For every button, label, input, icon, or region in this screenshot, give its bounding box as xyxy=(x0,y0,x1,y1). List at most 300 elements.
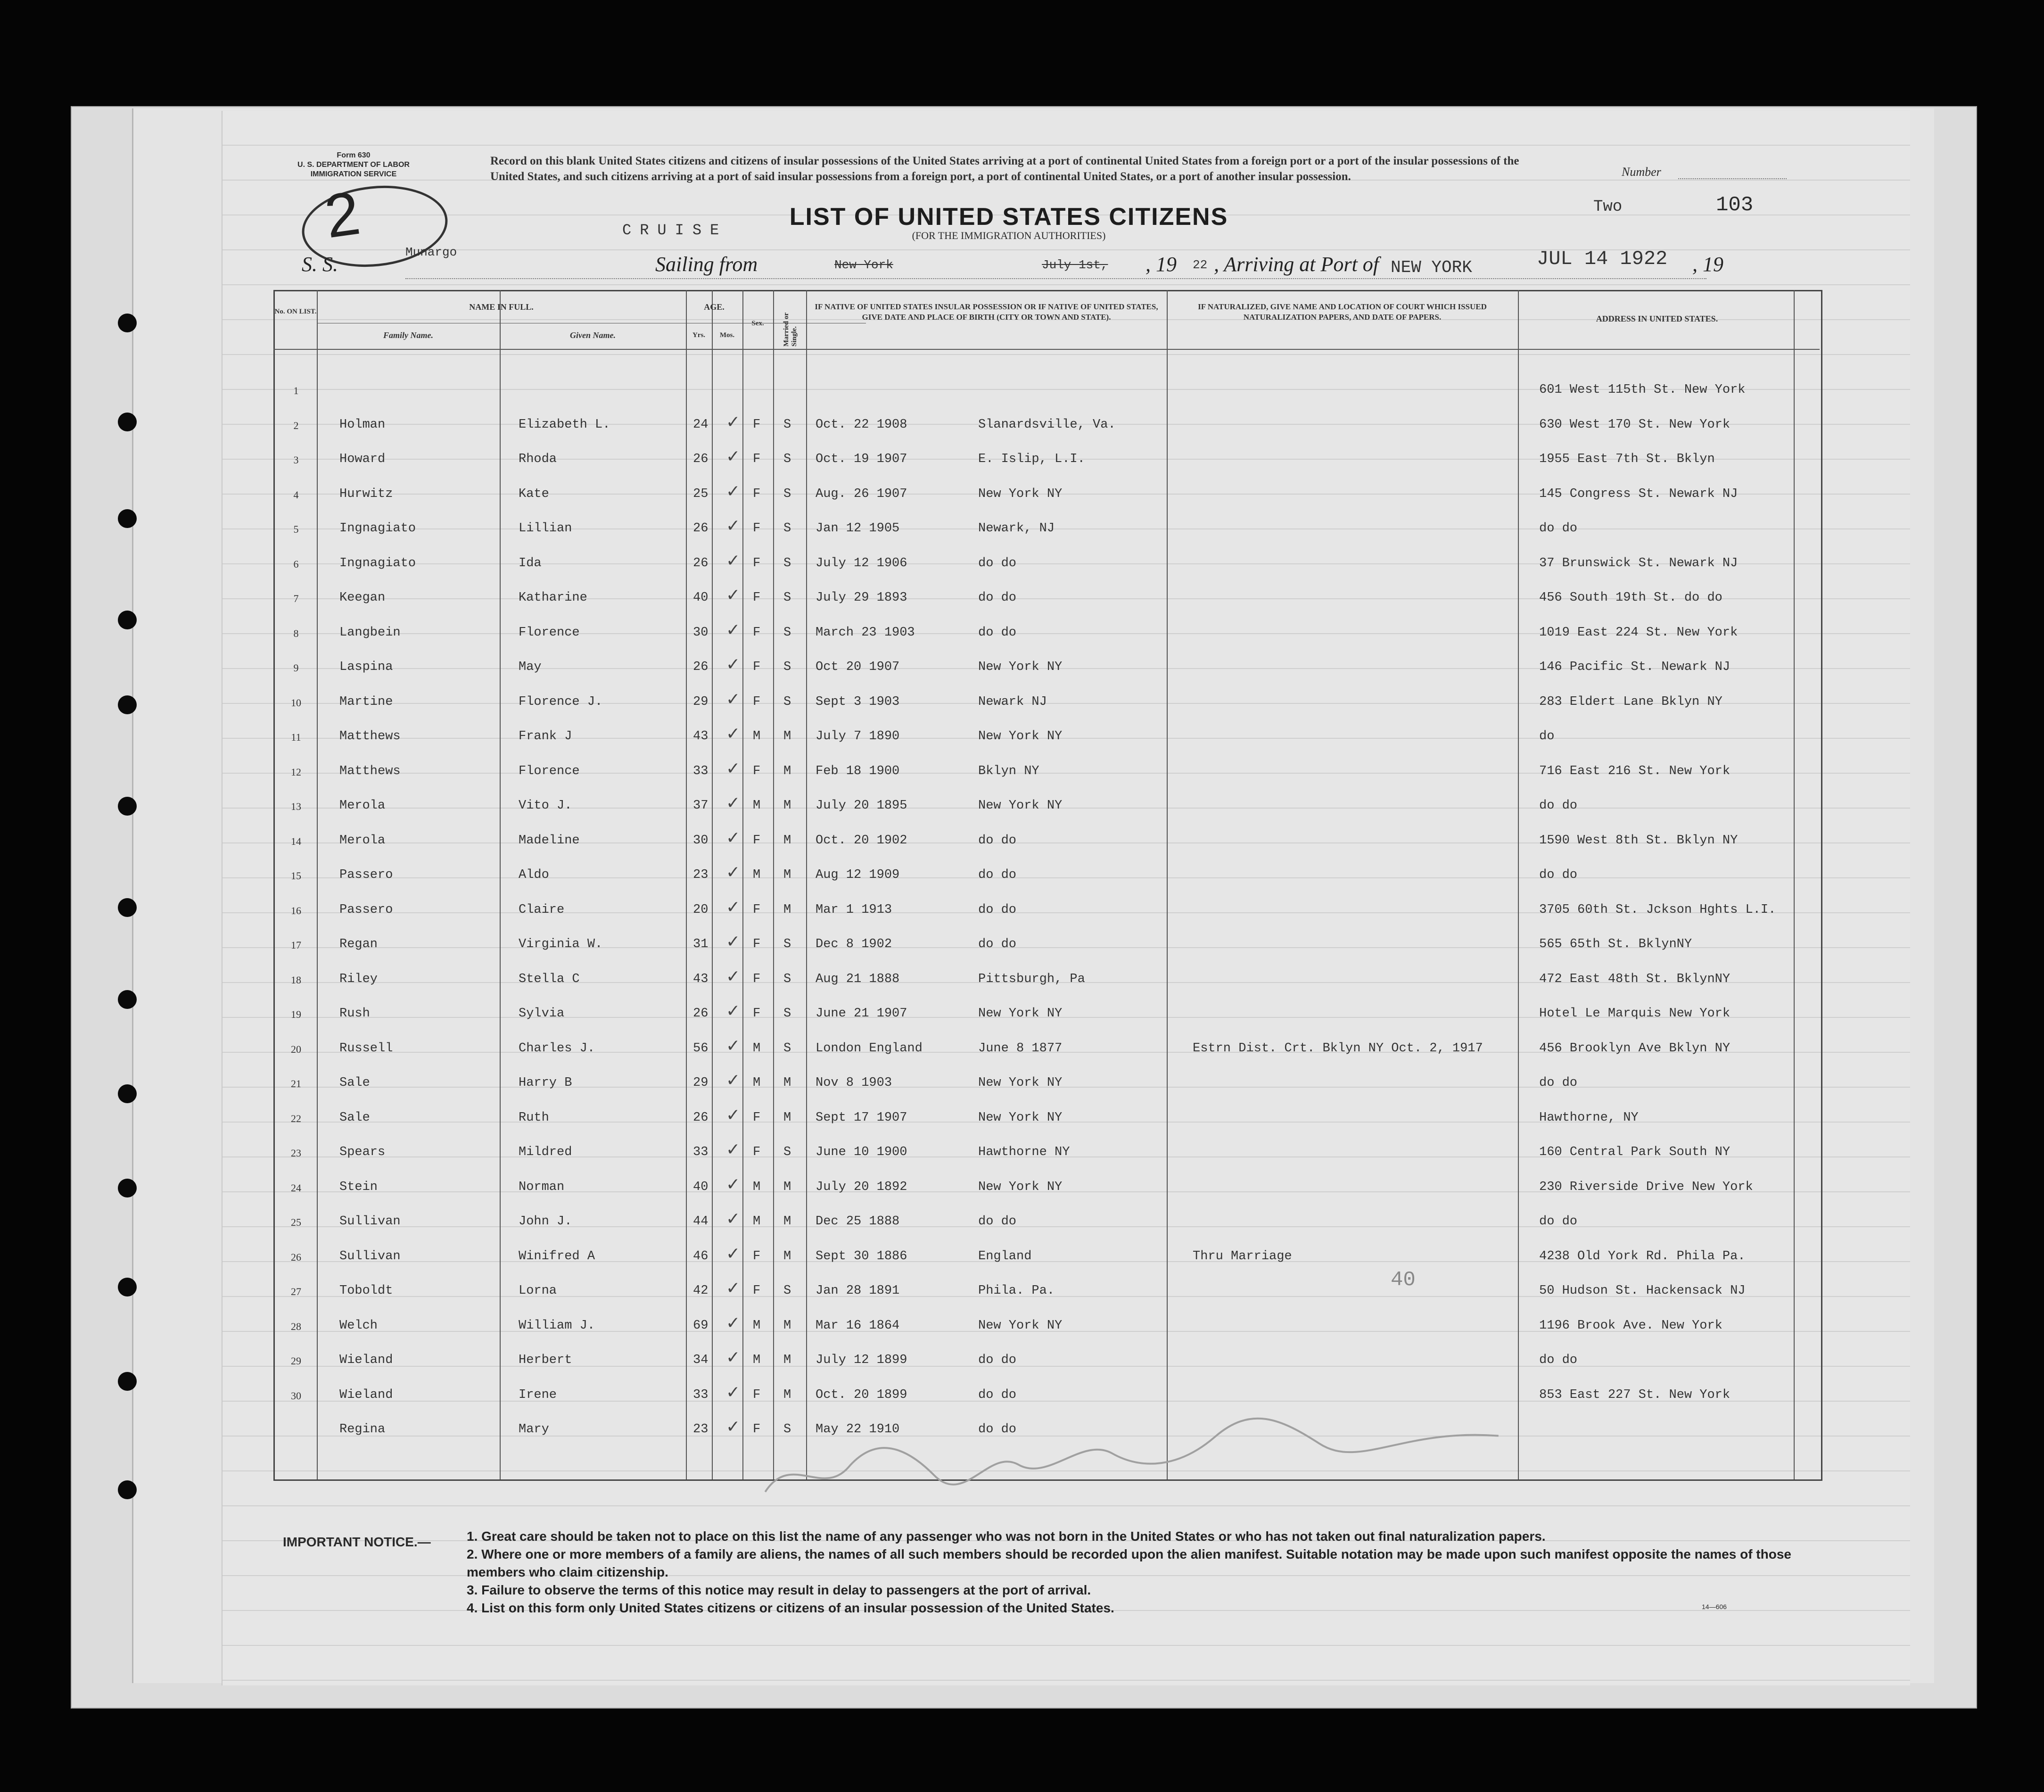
birth-place-cell: do do xyxy=(978,937,1017,951)
address-cell: 472 East 48th St. BklynNY xyxy=(1539,972,1731,986)
given-name-cell: Kate xyxy=(519,487,549,501)
naturalization-cell: Estrn Dist. Crt. Bklyn NY Oct. 2, 1917 xyxy=(1193,1041,1483,1056)
check-mark-icon: ✓ xyxy=(726,620,741,639)
marital-status-cell: S xyxy=(783,972,791,986)
sex-cell: F xyxy=(753,972,761,986)
marital-status-cell: M xyxy=(783,1110,791,1125)
check-mark-icon: ✓ xyxy=(726,1140,741,1159)
age-cell: 26 xyxy=(693,1007,709,1021)
punch-hole xyxy=(118,509,137,528)
check-mark-icon: ✓ xyxy=(726,1001,741,1020)
row-number-cell: 3 xyxy=(293,454,299,466)
notice-item: 4. List on this form only United States citizens or citizens of an insular possession of the United States. xyxy=(467,1601,1114,1615)
punch-hole xyxy=(118,413,137,431)
sex-cell: F xyxy=(753,521,761,536)
given-name-cell: Mary xyxy=(519,1422,549,1437)
address-cell: do do xyxy=(1539,521,1578,536)
birth-date-cell: Aug 12 1909 xyxy=(816,868,900,882)
family-name-cell: Langbein xyxy=(339,625,401,640)
sex-cell: F xyxy=(753,1422,761,1437)
number-label: Number xyxy=(1622,165,1661,179)
notice-item: 3. Failure to observe the terms of this notice may result in delay to passengers at the port of arrival. xyxy=(467,1583,1091,1597)
punch-hole xyxy=(118,990,137,1009)
instructions: Record on this blank United States citizens and citizens of insular possessions of the United States arriving at a port of continental United States from a foreign port or a port of the insular possessions of the United States, and such citizens arriving at a port of said insular possessions from a foreign port, a port of continental United States, or a port of another insular possession. xyxy=(490,155,1519,183)
birth-date-cell: Jan 12 1905 xyxy=(816,521,900,536)
marital-status-cell: S xyxy=(783,937,791,951)
family-name-cell: Regan xyxy=(339,937,378,951)
marital-status-cell: M xyxy=(783,764,791,778)
row-number-cell: 11 xyxy=(291,731,301,743)
punch-hole xyxy=(118,898,137,917)
sex-cell: F xyxy=(753,1249,761,1263)
given-name-cell: John J. xyxy=(519,1214,572,1229)
age-cell: 43 xyxy=(693,972,709,986)
family-name-cell: Passero xyxy=(339,868,393,882)
col-divider xyxy=(1167,290,1168,1479)
birth-date-cell: Aug. 26 1907 xyxy=(816,487,907,501)
age-cell: 20 xyxy=(693,902,709,917)
row-number-cell: 24 xyxy=(291,1181,301,1194)
address-cell: do xyxy=(1539,729,1555,743)
marital-status-cell: S xyxy=(783,1145,791,1159)
marital-status-cell: M xyxy=(783,1180,791,1194)
marital-status-cell: M xyxy=(783,868,791,882)
year-prefix: , 19 xyxy=(1146,253,1177,276)
sex-cell: F xyxy=(753,625,761,640)
birth-date-cell: May 22 1910 xyxy=(816,1422,900,1437)
given-name-cell: Katharine xyxy=(519,591,587,605)
row-number-cell: 29 xyxy=(291,1355,301,1367)
address-cell: 146 Pacific St. Newark NJ xyxy=(1539,660,1731,674)
given-name-cell: Ida xyxy=(519,556,542,570)
sex-cell: F xyxy=(753,1284,761,1298)
birth-place-cell: Newark NJ xyxy=(978,694,1047,709)
marital-status-cell: M xyxy=(783,799,791,813)
birth-place-cell: England xyxy=(978,1249,1032,1263)
sex-cell: M xyxy=(753,1353,761,1367)
check-mark-icon: ✓ xyxy=(726,724,741,743)
address-cell: 50 Hudson St. Hackensack NJ xyxy=(1539,1284,1746,1298)
check-mark-icon: ✓ xyxy=(726,551,741,570)
sex-cell: M xyxy=(753,1214,761,1229)
family-name-cell: Wieland xyxy=(339,1353,393,1367)
given-name-cell: Florence xyxy=(519,625,580,640)
family-name-cell: Toboldt xyxy=(339,1284,393,1298)
family-name-cell: Sale xyxy=(339,1076,370,1090)
birth-date-cell: Dec 25 1888 xyxy=(816,1214,900,1229)
punch-hole xyxy=(118,1480,137,1499)
birth-date-cell: Feb 18 1900 xyxy=(816,764,900,778)
given-name-cell: Norman xyxy=(519,1180,565,1194)
age-cell: 42 xyxy=(693,1284,709,1298)
age-cell: 31 xyxy=(693,937,709,951)
page-subtitle: (FOR THE IMMIGRATION AUTHORITIES) xyxy=(912,230,1106,241)
given-name-cell: Mildred xyxy=(519,1145,572,1159)
family-name-cell: Riley xyxy=(339,972,378,986)
family-name-cell: Martine xyxy=(339,694,393,709)
naturalization-cell: Thru Marriage xyxy=(1193,1249,1292,1263)
address-cell: 230 Riverside Drive New York xyxy=(1539,1180,1753,1194)
check-mark-icon: ✓ xyxy=(726,689,741,709)
sex-cell: F xyxy=(753,591,761,605)
family-name-cell: Ingnagiato xyxy=(339,556,416,570)
address-cell: 630 West 170 St. New York xyxy=(1539,417,1731,432)
check-mark-icon: ✓ xyxy=(726,412,741,431)
check-mark-icon: ✓ xyxy=(726,863,741,882)
birth-place-cell: New York NY xyxy=(978,1180,1063,1194)
handwritten-sheet-number: 2 xyxy=(321,178,364,251)
check-mark-icon: ✓ xyxy=(726,1313,741,1332)
family-name-cell: Russell xyxy=(339,1041,393,1056)
department: U. S. DEPARTMENT OF LABOR xyxy=(297,161,410,169)
birth-date-cell: Nov 8 1903 xyxy=(816,1076,892,1090)
birth-place-cell: do do xyxy=(978,1353,1017,1367)
address-cell: 37 Brunswick St. Newark NJ xyxy=(1539,556,1738,570)
address-cell: 456 South 19th St. do do xyxy=(1539,591,1723,605)
birth-place-cell: Phila. Pa. xyxy=(978,1284,1055,1298)
address-cell: 853 East 227 St. New York xyxy=(1539,1387,1731,1402)
marital-status-cell: M xyxy=(783,1076,791,1090)
marital-status-cell: M xyxy=(783,833,791,848)
page-title: LIST OF UNITED STATES CITIZENS xyxy=(789,203,1228,231)
family-name-cell: Sale xyxy=(339,1110,370,1125)
family-name-cell: Matthews xyxy=(339,764,401,778)
row-number-cell: 19 xyxy=(291,1008,301,1020)
marital-status-cell: M xyxy=(783,1214,791,1229)
marital-status-cell: S xyxy=(783,487,791,501)
marital-status-cell: S xyxy=(783,694,791,709)
check-mark-icon: ✓ xyxy=(726,966,741,986)
col-family-name: Family Name. xyxy=(383,330,433,340)
sex-cell: F xyxy=(753,833,761,848)
birth-place-cell: New York NY xyxy=(978,660,1063,674)
check-mark-icon: ✓ xyxy=(726,1036,741,1055)
marital-status-cell: M xyxy=(783,1353,791,1367)
col-address: ADDRESS IN UNITED STATES. xyxy=(1596,314,1718,323)
given-name-cell: Sylvia xyxy=(519,1007,565,1021)
age-cell: 23 xyxy=(693,1422,709,1437)
row-number-cell: 15 xyxy=(291,870,301,882)
given-name-cell: Charles J. xyxy=(519,1041,595,1056)
col-married-single: Married or Single. xyxy=(783,313,798,347)
ship-name: Munargo xyxy=(405,245,457,259)
row-number-cell: 21 xyxy=(291,1078,301,1090)
birth-date-cell: Oct. 20 1902 xyxy=(816,833,907,848)
col-yrs: Yrs. xyxy=(692,331,706,339)
marital-status-cell: S xyxy=(783,1041,791,1056)
birth-place-cell: E. Islip, L.I. xyxy=(978,452,1085,466)
sex-cell: F xyxy=(753,764,761,778)
sailing-label: Sailing from xyxy=(655,253,758,276)
birth-place-cell: Newark, NJ xyxy=(978,521,1055,536)
col-divider xyxy=(317,290,318,1479)
row-number-cell: 18 xyxy=(291,974,301,986)
birth-date-cell: July 20 1892 xyxy=(816,1180,907,1194)
col-divider xyxy=(773,290,774,1479)
sex-cell: F xyxy=(753,452,761,466)
family-name-cell: Keegan xyxy=(339,591,386,605)
given-name-cell: Elizabeth L. xyxy=(519,417,610,432)
given-name-cell: Stella C xyxy=(519,972,580,986)
punch-hole xyxy=(118,797,137,816)
address-cell: Hotel Le Marquis New York xyxy=(1539,1007,1731,1021)
given-name-cell: Florence J. xyxy=(519,694,603,709)
birth-place-cell: do do xyxy=(978,1387,1017,1402)
row-number-cell: 9 xyxy=(293,662,299,674)
birth-place-cell: New York NY xyxy=(978,799,1063,813)
row-number-cell: 2 xyxy=(293,419,299,431)
birth-place-cell: do do xyxy=(978,868,1017,882)
check-mark-icon: ✓ xyxy=(726,759,741,778)
row-number-cell: 28 xyxy=(291,1320,301,1332)
age-cell: 44 xyxy=(693,1214,709,1229)
birth-date-cell: July 12 1899 xyxy=(816,1353,907,1367)
end-year-prefix: , 19 xyxy=(1692,253,1723,276)
birth-place-cell: June 8 1877 xyxy=(978,1041,1063,1056)
notice-label: IMPORTANT NOTICE.— xyxy=(283,1535,431,1549)
punch-hole xyxy=(118,1084,137,1103)
given-name-cell: Vito J. xyxy=(519,799,572,813)
age-cell: 40 xyxy=(693,1180,709,1194)
birth-date-cell: July 12 1906 xyxy=(816,556,907,570)
birth-date-cell: London England xyxy=(816,1041,923,1056)
check-mark-icon: ✓ xyxy=(726,1071,741,1090)
check-mark-icon: ✓ xyxy=(726,932,741,951)
row-number-cell: 7 xyxy=(293,593,299,604)
age-cell: 33 xyxy=(693,1145,709,1159)
marital-status-cell: M xyxy=(783,902,791,917)
age-cell: 26 xyxy=(693,521,709,536)
sex-cell: F xyxy=(753,1145,761,1159)
notice-item: 2. Where one or more members of a family are aliens, the names of all such members should be recorded upon the alien manifest. Suitable notation may be made upon such manifest opposite the names of those members who claim citizenship. xyxy=(467,1547,1791,1579)
age-cell: 30 xyxy=(693,833,709,848)
col-mos: Mos. xyxy=(719,331,735,339)
col-sex: Sex. xyxy=(751,320,764,327)
sex-cell: M xyxy=(753,868,761,882)
given-name-cell: Ruth xyxy=(519,1110,549,1125)
col-given-name: Given Name. xyxy=(570,330,616,340)
col-divider xyxy=(1794,290,1795,1479)
given-name-cell: Lillian xyxy=(519,521,572,536)
marital-status-cell: S xyxy=(783,417,791,432)
given-name-cell: Claire xyxy=(519,902,565,917)
birth-date-cell: Mar 16 1864 xyxy=(816,1318,900,1333)
marital-status-cell: S xyxy=(783,556,791,570)
check-mark-icon: ✓ xyxy=(726,586,741,604)
col-divider xyxy=(806,290,807,1479)
col-no: No. ON LIST. xyxy=(274,308,317,315)
check-mark-icon: ✓ xyxy=(726,655,741,674)
given-name-cell: May xyxy=(519,660,542,674)
address-cell: 160 Central Park South NY xyxy=(1539,1145,1731,1159)
family-name-cell: Matthews xyxy=(339,729,401,743)
marital-status-cell: M xyxy=(783,1318,791,1333)
punch-hole xyxy=(118,1372,137,1391)
age-cell: 40 xyxy=(693,591,709,605)
birth-place-cell: New York NY xyxy=(978,1007,1063,1021)
marital-status-cell: M xyxy=(783,1249,791,1263)
birth-date-cell: Dec 8 1902 xyxy=(816,937,892,951)
address-cell: 145 Congress St. Newark NJ xyxy=(1539,487,1738,501)
birth-date-cell: Sept 30 1886 xyxy=(816,1249,907,1263)
notice-item: 1. Great care should be taken not to place on this list the name of any passenger who was not born in the United States or who has not taken out final naturalization papers. xyxy=(467,1529,1546,1544)
check-mark-icon: ✓ xyxy=(726,447,741,466)
birth-place-cell: do do xyxy=(978,556,1017,570)
age-cell: 30 xyxy=(693,625,709,640)
address-cell: do do xyxy=(1539,799,1578,813)
row-number-cell: 5 xyxy=(293,523,299,535)
birth-date-cell: Oct. 20 1899 xyxy=(816,1387,907,1402)
col-name-in-full: NAME IN FULL. xyxy=(469,302,534,312)
marital-status-cell: M xyxy=(783,729,791,743)
check-mark-icon: ✓ xyxy=(726,1209,741,1228)
family-name-cell: Sullivan xyxy=(339,1249,401,1263)
page-number: 103 xyxy=(1716,193,1754,217)
form-number: Form 630 xyxy=(337,151,371,159)
age-cell: 34 xyxy=(693,1353,709,1367)
birth-date-cell: March 23 1903 xyxy=(816,625,915,640)
age-cell: 26 xyxy=(693,556,709,570)
marital-status-cell: M xyxy=(783,1387,791,1402)
family-name-cell: Howard xyxy=(339,452,386,466)
sex-cell: F xyxy=(753,660,761,674)
family-name-cell: Regina xyxy=(339,1422,386,1437)
address-cell: 1955 East 7th St. Bklyn xyxy=(1539,452,1715,466)
birth-date-cell: Oct 20 1907 xyxy=(816,660,900,674)
family-name-cell: Hurwitz xyxy=(339,487,393,501)
family-name-cell: Passero xyxy=(339,902,393,917)
row-number-cell: 4 xyxy=(293,488,299,501)
birth-place-cell: New York NY xyxy=(978,487,1063,501)
address-cell: Hawthorne, NY xyxy=(1539,1110,1639,1125)
age-cell: 23 xyxy=(693,868,709,882)
address-cell: 1196 Brook Ave. New York xyxy=(1539,1318,1723,1333)
sex-cell: F xyxy=(753,1387,761,1402)
col-age: AGE. xyxy=(704,302,725,312)
sailing-from: New York xyxy=(834,258,893,272)
address-cell: do do xyxy=(1539,1076,1578,1090)
age-cell: 26 xyxy=(693,660,709,674)
age-cell: 29 xyxy=(693,694,709,709)
service: IMMIGRATION SERVICE xyxy=(310,170,397,178)
punch-hole xyxy=(118,1278,137,1297)
check-mark-icon: ✓ xyxy=(726,516,741,535)
row-number-cell: 1 xyxy=(293,385,299,396)
family-name-cell: Stein xyxy=(339,1180,378,1194)
header-rule xyxy=(273,349,1820,350)
sailing-date: July 1st, xyxy=(1042,258,1108,272)
given-name-cell: William J. xyxy=(519,1318,595,1333)
address-cell: 1590 West 8th St. Bklyn NY xyxy=(1539,833,1738,848)
age-cell: 56 xyxy=(693,1041,709,1056)
birth-place-cell: do do xyxy=(978,591,1017,605)
row-number-cell: 13 xyxy=(291,801,301,812)
row-number-cell: 6 xyxy=(293,558,299,570)
given-name-cell: Lorna xyxy=(519,1284,557,1298)
check-mark-icon: ✓ xyxy=(726,1105,741,1124)
cruise-stamp: CRUISE xyxy=(622,222,728,239)
birth-date-cell: Mar 1 1913 xyxy=(816,902,892,917)
birth-date-cell: July 7 1890 xyxy=(816,729,900,743)
birth-place-cell: Bklyn NY xyxy=(978,764,1039,778)
col-divider xyxy=(1518,290,1519,1479)
punch-hole xyxy=(118,1179,137,1197)
sailing-year: 22 xyxy=(1193,258,1208,272)
birth-place-cell: do do xyxy=(978,902,1017,917)
row-number-cell: 26 xyxy=(291,1251,301,1263)
address-cell: 601 West 115th St. New York xyxy=(1539,383,1746,397)
sex-cell: F xyxy=(753,937,761,951)
address-cell: 716 East 216 St. New York xyxy=(1539,764,1731,778)
birth-date-cell: July 20 1895 xyxy=(816,799,907,813)
check-mark-icon: ✓ xyxy=(726,1174,741,1194)
age-cell: 69 xyxy=(693,1318,709,1333)
sex-cell: F xyxy=(753,487,761,501)
age-cell: 33 xyxy=(693,1387,709,1402)
manifest-table xyxy=(273,290,1822,1481)
family-name-cell: Rush xyxy=(339,1007,370,1021)
age-cell: 26 xyxy=(693,452,709,466)
marital-status-cell: S xyxy=(783,1422,791,1437)
given-name-cell: Rhoda xyxy=(519,452,557,466)
address-cell: do do xyxy=(1539,868,1578,882)
family-name-cell: Merola xyxy=(339,833,386,848)
family-name-cell: Ingnagiato xyxy=(339,521,416,536)
birth-place-cell: New York NY xyxy=(978,1110,1063,1125)
check-mark-icon: ✓ xyxy=(726,1348,741,1367)
birth-place-cell: do do xyxy=(978,625,1017,640)
marital-status-cell: S xyxy=(783,452,791,466)
birth-date-cell: July 29 1893 xyxy=(816,591,907,605)
birth-place-cell: do do xyxy=(978,1214,1017,1229)
birth-date-cell: Aug 21 1888 xyxy=(816,972,900,986)
address-cell: 565 65th St. BklynNY xyxy=(1539,937,1692,951)
birth-date-cell: June 21 1907 xyxy=(816,1007,907,1021)
marital-status-cell: S xyxy=(783,591,791,605)
sex-cell: F xyxy=(753,902,761,917)
form-code: 14—606 xyxy=(1702,1603,1727,1610)
sex-cell: F xyxy=(753,1110,761,1125)
row-number-cell: 8 xyxy=(293,627,299,639)
given-name-cell: Frank J xyxy=(519,729,572,743)
number-rule xyxy=(1678,178,1787,179)
given-name-cell: Winifred A xyxy=(519,1249,595,1263)
check-mark-icon: ✓ xyxy=(726,1279,741,1297)
given-name-cell: Florence xyxy=(519,764,580,778)
row-number-cell: 25 xyxy=(291,1216,301,1228)
check-mark-icon: ✓ xyxy=(726,1382,741,1402)
age-cell: 46 xyxy=(693,1249,709,1263)
address-cell: 4238 Old York Rd. Phila Pa. xyxy=(1539,1249,1746,1263)
punch-hole xyxy=(118,695,137,714)
given-name-cell: Madeline xyxy=(519,833,580,848)
check-mark-icon: ✓ xyxy=(726,897,741,917)
family-name-cell: Spears xyxy=(339,1145,386,1159)
check-mark-icon: ✓ xyxy=(726,828,741,847)
age-cell: 25 xyxy=(693,487,709,501)
ss-label: S. S. xyxy=(302,253,338,276)
check-mark-icon: ✓ xyxy=(726,793,741,812)
birth-place-cell: Pittsburgh, Pa xyxy=(978,972,1085,986)
form-info xyxy=(264,151,443,179)
sex-cell: M xyxy=(753,1041,761,1056)
age-cell: 26 xyxy=(693,1110,709,1125)
birth-date-cell: Oct. 19 1907 xyxy=(816,452,907,466)
col-divider xyxy=(742,290,743,1479)
row-number-cell: 12 xyxy=(291,766,301,778)
family-name-cell: Wieland xyxy=(339,1387,393,1402)
birth-date-cell: Oct. 22 1908 xyxy=(816,417,907,432)
